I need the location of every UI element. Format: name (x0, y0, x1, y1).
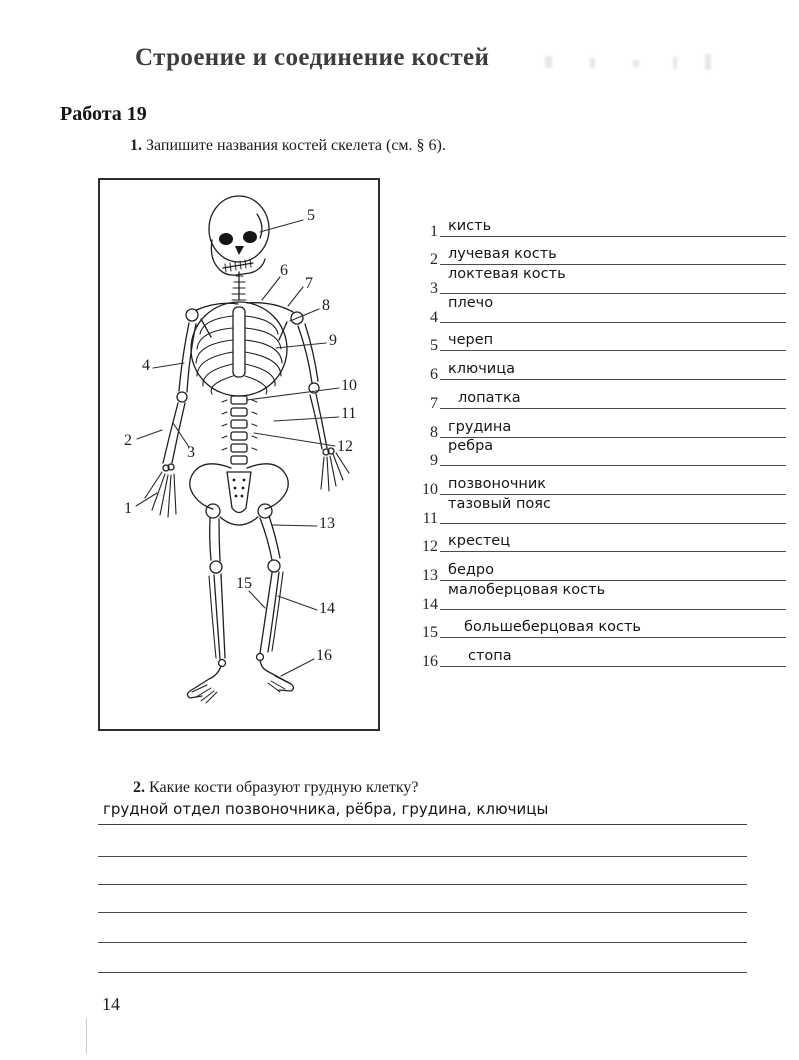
answer-number: 14 (422, 595, 438, 613)
figure-callout-4: 4 (142, 357, 150, 374)
figure-callout-14: 14 (319, 600, 335, 617)
task1-text: Запишите названия костей скелета (см. § 6). (146, 137, 446, 154)
answer-number: 16 (422, 653, 438, 670)
answer-number: 6 (430, 366, 438, 384)
figure-callout-9: 9 (329, 332, 337, 349)
figure-callout-6: 6 (280, 262, 288, 279)
answer-text: бедро (448, 561, 494, 578)
answer-text: позвоночник (448, 475, 547, 492)
answer-text: лучевая кость (448, 246, 557, 263)
answer-text: плечо (448, 294, 494, 311)
figure-callout-2: 2 (124, 432, 132, 449)
task2-text: Какие кости образуют грудную клетку? (149, 779, 419, 796)
scan-artifact (545, 52, 745, 78)
figure-callout-5: 5 (307, 207, 315, 224)
answer-row-1 (420, 208, 788, 240)
answer-line (440, 666, 786, 667)
task1-number: 1. (130, 137, 142, 154)
task2-number: 2. (133, 779, 145, 796)
answer-text: ребра (448, 438, 494, 455)
work-heading: Работа 19 (60, 103, 147, 125)
answer-row-14 (420, 581, 788, 613)
answer-row-9 (420, 438, 788, 470)
answer-number: 11 (422, 509, 438, 527)
answer-row-8 (420, 409, 788, 441)
answer-row-3 (420, 265, 788, 298)
answer-row-13 (420, 552, 788, 584)
answer-row-2 (420, 237, 788, 269)
figure-callout-12: 12 (337, 438, 353, 455)
blank-writing-line (98, 912, 747, 913)
answer-number: 15 (422, 624, 438, 642)
answer-row-5 (420, 323, 788, 355)
page-number: 14 (102, 994, 120, 1014)
answer-text: малоберцовая кость (448, 581, 606, 598)
answer-text: большеберцовая кость (464, 619, 641, 636)
figure-callout-13: 13 (319, 515, 335, 532)
answer-row-12 (420, 524, 788, 556)
scan-artifact (86, 1018, 87, 1054)
answers-list (420, 208, 788, 670)
answer-number: 8 (430, 423, 438, 441)
answer-text: лопатка (458, 389, 521, 406)
answer-row-10 (420, 466, 788, 498)
answer-number: 13 (422, 566, 438, 584)
task1-instruction (130, 137, 446, 155)
answer-number: 7 (430, 394, 438, 412)
blank-writing-line (98, 856, 747, 857)
answer-row-16 (420, 638, 788, 670)
answer-number: 3 (430, 280, 438, 298)
page-title: Строение и соединение костей (135, 44, 490, 71)
blank-writing-line (98, 884, 747, 885)
blank-writing-line (98, 972, 747, 973)
answer-row-7 (420, 380, 788, 412)
task2-question (133, 779, 418, 797)
answer-number: 9 (430, 452, 438, 470)
blank-writing-line (98, 942, 747, 943)
answer-number: 12 (422, 538, 438, 556)
figure-callout-10: 10 (341, 377, 357, 394)
answer-text: грудина (448, 418, 512, 435)
answer-text: ключица (448, 361, 515, 378)
answer-text: локтевая кость (448, 266, 566, 283)
answer-text: кисть (448, 217, 492, 234)
answer-text: стопа (468, 648, 512, 664)
answer-number: 1 (430, 222, 438, 240)
figure-callout-3: 3 (187, 444, 195, 461)
figure-callout-8: 8 (322, 297, 330, 314)
figure-callout-11: 11 (341, 405, 357, 422)
task2-answer-line: грудной отдел позвоночника, рёбра, грудина, ключицы (98, 800, 747, 825)
answer-row-15 (420, 610, 788, 642)
figure-callout-7: 7 (305, 275, 313, 292)
answer-number: 10 (422, 480, 438, 498)
figure-callout-15: 15 (236, 575, 252, 592)
figure-callout-1: 1 (124, 500, 132, 517)
skeleton-figure (98, 178, 380, 731)
answer-row-4 (420, 294, 788, 326)
answer-row-6 (420, 351, 788, 384)
answer-text: крестец (448, 533, 511, 550)
answer-number: 4 (430, 308, 438, 326)
answer-row-11 (420, 495, 788, 527)
answer-text: череп (448, 332, 494, 349)
answer-number: 2 (430, 251, 438, 269)
answer-number: 5 (430, 337, 438, 355)
figure-callout-16: 16 (316, 647, 332, 664)
answer-text: тазовый пояс (448, 495, 551, 512)
